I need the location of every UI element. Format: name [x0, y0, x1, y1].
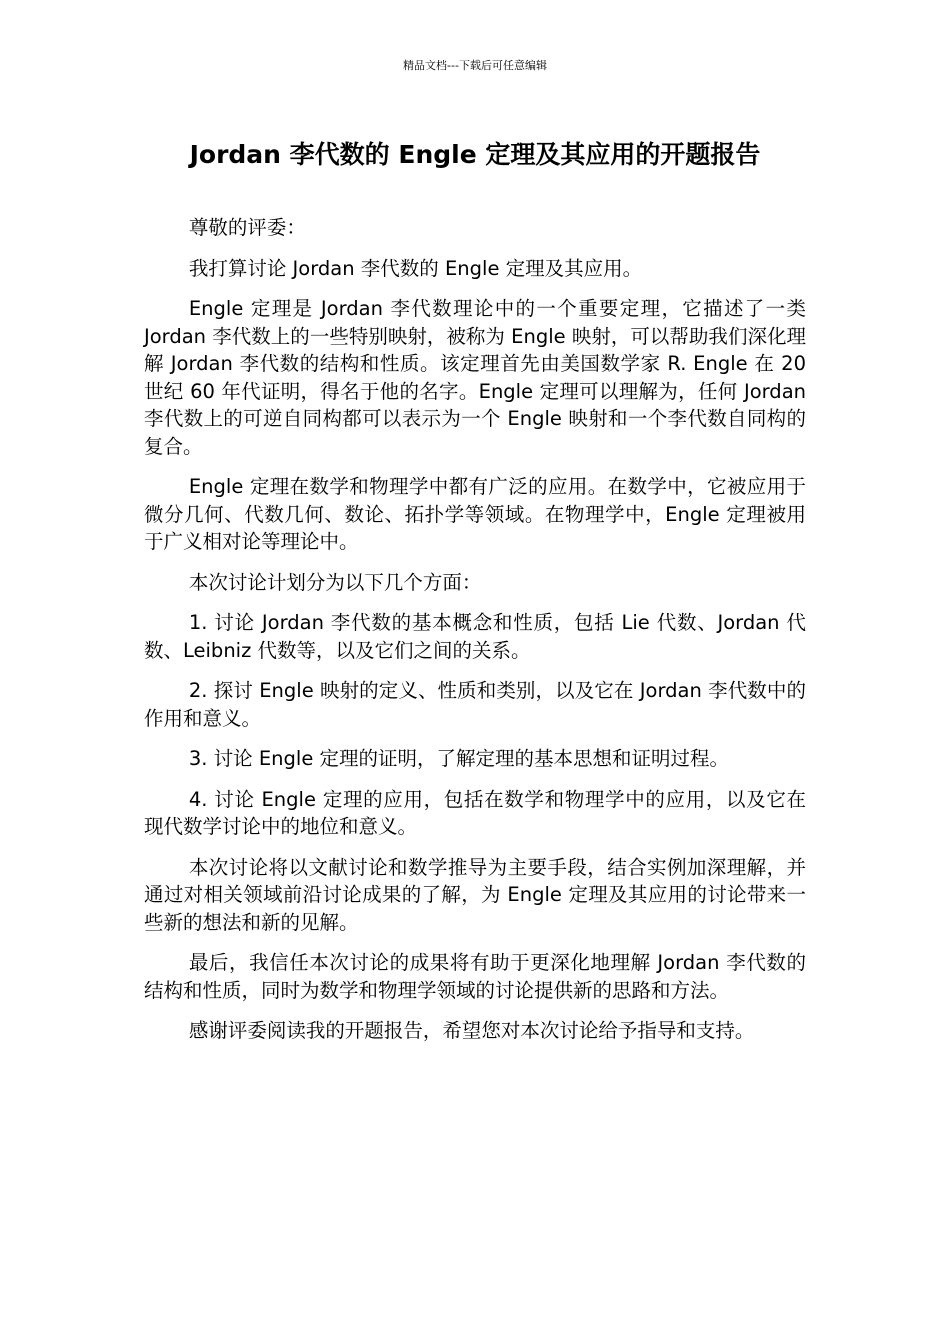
- plan-item-3: 3. 讨论 Engle 定理的证明，了解定理的基本思想和证明过程。: [188, 747, 730, 770]
- conclusion-paragraph: 最后，我信任本次讨论的成果将有助于更深化地理解 Jordan 李代数的结构和性质，同时为数学和物理学领域的讨论提供新的思路和方法。: [144, 951, 806, 1002]
- salutation-paragraph: 尊敬的评委：: [188, 216, 306, 239]
- method-paragraph: 本次讨论将以文献讨论和数学推导为主要手段，结合实例加深理解，并通过对相关领域前沿讨论成果的了解，为 Engle 定理及其应用的讨论带来一些新的想法和新的见解。: [144, 855, 806, 934]
- plan-item-4: 4. 讨论 Engle 定理的应用，包括在数学和物理学中的应用，以及它在现代数学讨论中的地位和意义。: [144, 787, 806, 838]
- plan-item-1: 1. 讨论 Jordan 李代数的基本概念和性质，包括 Lie 代数、Jordan 代数、Leibniz 代数等，以及它们之间的关系。: [144, 611, 806, 662]
- page-header-note: 精品文档---下载后可任意编辑: [403, 59, 547, 72]
- document-body: [144, 214, 806, 1058]
- page-title: Jordan 李代数的 Engle 定理及其应用的开题报告: [189, 140, 761, 169]
- plan-item-2: 2. 探讨 Engle 映射的定义、性质和类别，以及它在 Jordan 李代数中的作用和意义。: [144, 679, 806, 730]
- plan-intro-paragraph: 本次讨论计划分为以下几个方面：: [188, 570, 482, 594]
- intro-paragraph: 我打算讨论 Jordan 李代数的 Engle 定理及其应用。: [188, 256, 643, 280]
- thanks-paragraph: 感谢评委阅读我的开题报告，希望您对本次讨论给予指导和支持。: [188, 1019, 755, 1042]
- applications-paragraph: Engle 定理在数学和物理学中都有广泛的应用。在数学中，它被应用于微分几何、代数几何、数论、拓扑学等领域。在物理学中，Engle 定理被用于广义相对论等理论中。: [144, 475, 806, 553]
- theorem-description-paragraph: Engle 定理是 Jordan 李代数理论中的一个重要定理，它描述了一类 Jordan 李代数上的一些特别映射，被称为 Engle 映射，可以帮助我们深化理解 Jordan 李代数的结构和性质。该定理首先由美国数学家 R. Engle 在 20 世纪 60 年代证明，得名于他的名字。Engle 定理可以理解为，任何 Jordan 李代数上的可逆自同构都可以表示为一个 Engle 映射和一个李代数自同构的复合。: [144, 297, 806, 458]
